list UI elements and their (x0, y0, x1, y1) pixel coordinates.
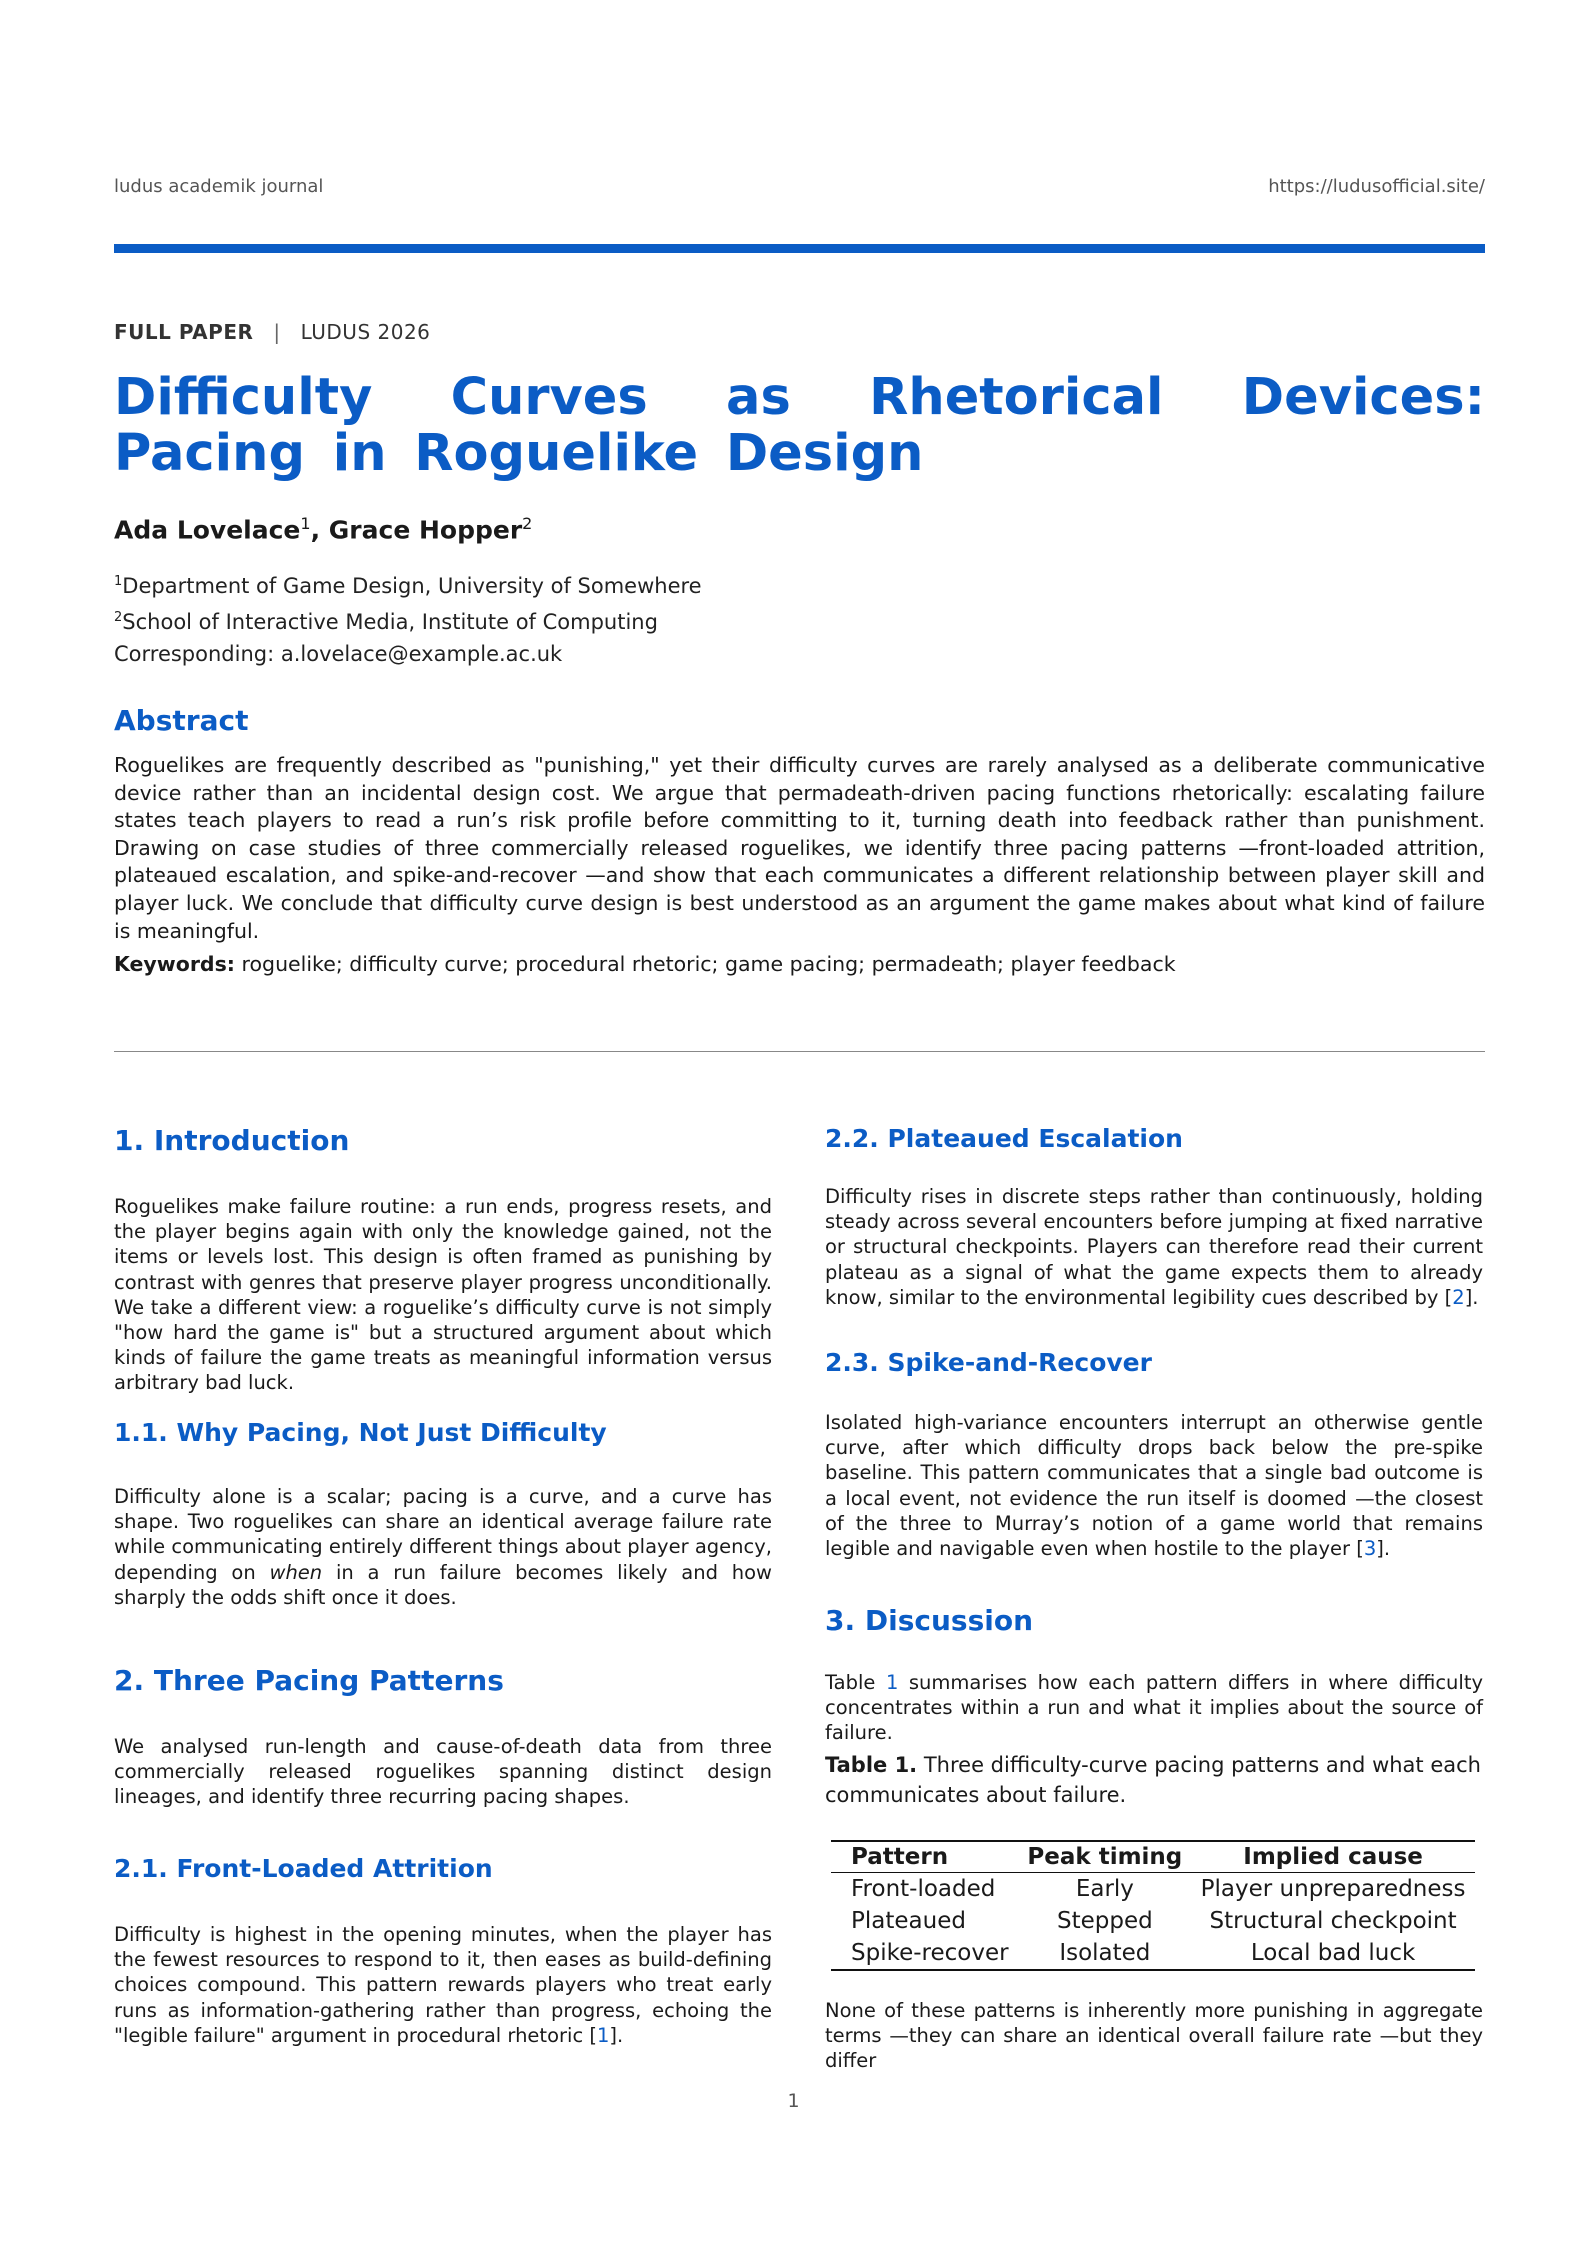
citation-link[interactable]: 1 (596, 2023, 610, 2047)
discussion-text: Table (825, 1671, 886, 1694)
paper-type-separator: | (273, 320, 281, 344)
keywords (114, 952, 1485, 976)
front-loaded-text: ]. (609, 2023, 624, 2047)
section-heading-why-pacing: 1.1. Why Pacing, Not Just Difficulty (114, 1418, 607, 1447)
abstract-body: Roguelikes are frequently described as "punishing," yet their difficulty curves are rarely analysed as a deliberate communicative device rather than an incidental design cost. We argue that permadeath-driven pacing functions rhetorically: escalating failure states teach players to read a run’s risk profile before committing to it, turning death into feedback rather than punishment. Drawing on case studies of three commercially released roguelikes, we identify three pacing patterns —front-loaded attrition, plateaued escalation, and spike-and-recover —and show that each communicates a different relationship between player skill and player luck. We conclude that difficulty curve design is best understood as an argument the game makes about what kind of failure is meaningful. (114, 753, 1485, 943)
author-name: Grace Hopper (328, 515, 523, 545)
header-rule (114, 244, 1485, 253)
pacing-patterns-table (831, 1840, 1475, 1971)
table-cell: Early (1075, 1876, 1134, 1902)
plateaued-body (825, 1184, 1483, 1310)
author-list: Ada Lovelace$^1$, Grace Hopper$^2$ (114, 514, 533, 545)
journal-name: ludus academik journal (114, 176, 324, 197)
table-row (831, 1905, 1475, 1937)
table-header-row (831, 1841, 1475, 1873)
journal-url[interactable]: https://ludusofficial.site/ (1268, 176, 1485, 197)
author-affiliation-mark: 2 (522, 514, 533, 533)
spike-recover-text: ]. (1376, 1537, 1391, 1561)
table-row (831, 1873, 1475, 1906)
table-cell: Structural checkpoint (1209, 1908, 1457, 1934)
front-loaded-text: Difficulty is highest in the opening minutes, when the player has the fewest resources to respond to it, then eases as build-defining choices compound. This pattern rewards players who treat early runs as information-gathering rather than progress, echoing the "legible failure" argument in procedural rhetoric [ (114, 1923, 772, 2047)
section-divider (114, 1051, 1485, 1052)
why-pacing-text: in a run failure becomes likely and how sharply the odds shift once it does. (114, 1560, 772, 1609)
section-heading-plateaued: 2.2. Plateaued Escalation (825, 1124, 1183, 1153)
plateaued-text: ]. (1464, 1285, 1479, 1309)
author-name: Ada Lovelace (114, 515, 301, 545)
spike-recover-body (825, 1410, 1483, 1561)
table-cell: Front-loaded (851, 1876, 996, 1902)
venue: LUDUS 2026 (300, 320, 431, 344)
introduction-body: Roguelikes make failure routine: a run ends, progress resets, and the player begins again with only the knowledge gained, not the items or levels lost. This design is often framed as punishing by contrast with genres that preserve player progress unconditionally. We take a different view: a roguelike’s difficulty curve is not simply "how hard the game is" but a structured argument about which kinds of failure the game treats as meaningful information versus arbitrary bad luck. (114, 1195, 772, 1395)
section-heading-introduction: 1. Introduction (114, 1124, 350, 1157)
section-heading-spike-recover: 2.3. Spike-and-Recover (825, 1348, 1152, 1377)
affiliation-number: 1 (114, 574, 123, 589)
paper-type: FULL PAPER (114, 320, 254, 344)
table-caption (825, 1750, 1483, 1810)
citation-link[interactable]: 3 (1363, 1537, 1377, 1561)
pacing-patterns-body: We analysed run-length and cause-of-death data from three commercially released roguelikes spanning distinct design lineages, and identify three recurring pacing shapes. (114, 1735, 772, 1809)
running-header (114, 176, 1485, 200)
affiliations (114, 566, 702, 670)
affiliation-text: School of Interactive Media, Institute of Computing (122, 610, 658, 634)
corresponding-author: Corresponding: a.lovelace@example.ac.uk (114, 642, 563, 666)
front-loaded-body (114, 1922, 772, 2048)
table-header-cell: Pattern (831, 1841, 1019, 1873)
table-cell: Stepped (1057, 1908, 1153, 1934)
spike-recover-text: Isolated high-variance encounters interrupt an otherwise gentle curve, after which difficulty drops back below the pre-spike baseline. This pattern communicates that a single bad outcome is a local event, not evidence the run itself is doomed —the closest of the three to Murray’s notion of a game world that remains legible and navigable even when hostile to the player [ (825, 1411, 1483, 1561)
affiliation-number: 2 (114, 610, 123, 625)
table-cell: Isolated (1019, 1937, 1192, 1970)
section-heading-discussion: 3. Discussion (825, 1604, 1034, 1637)
keywords-text: roguelike; difficulty curve; procedural rhetoric; game pacing; permadeath; player feedback (241, 952, 1176, 976)
affiliation (114, 602, 702, 638)
keywords-label: Keywords: (114, 952, 235, 976)
author-affiliation-mark: 1 (300, 514, 311, 533)
table-cell: Spike-recover (831, 1937, 1019, 1970)
table-header-cell: Implied cause (1191, 1841, 1475, 1873)
table-row (831, 1937, 1475, 1970)
why-pacing-body (114, 1484, 772, 1610)
table-reference-link[interactable]: 1 (885, 1671, 899, 1694)
paper-type-line (114, 320, 430, 344)
citation-link[interactable]: 2 (1452, 1285, 1465, 1309)
discussion-body (825, 1670, 1483, 1746)
table-caption-label: Table 1. (825, 1753, 918, 1777)
affiliation-text: Department of Game Design, University of Somewhere (122, 574, 702, 598)
table-cell: Local bad luck (1191, 1937, 1475, 1970)
table-caption-text: Three difficulty-curve pacing patterns and what each communicates about failure. (825, 1753, 1481, 1807)
affiliation (114, 566, 702, 602)
abstract-heading: Abstract (114, 704, 249, 737)
table-header-cell: Peak timing (1019, 1841, 1192, 1873)
table-cell: Plateaued (851, 1908, 966, 1934)
paper-title: Difficulty Curves as Rhetorical Devices: Pacing in Roguelike Design (114, 368, 1485, 483)
discussion-text: summarises how each pattern differs in where difficulty concentrates within a run and what it implies about the source of failure. (825, 1671, 1484, 1745)
page-number: 1 (787, 2090, 800, 2112)
table-cell: Player unpreparedness (1200, 1876, 1466, 1902)
why-pacing-emphasis: when (269, 1560, 323, 1584)
plateaued-text: Difficulty rises in discrete steps rather than continuously, holding steady across several encounters before jumping at fixed narrative or structural checkpoints. Players can therefore read their current plateau as a signal of what the game expects them to already know, similar to the environmental legibility cues described by [ (825, 1185, 1483, 1309)
discussion-continued-body: None of these patterns is inherently more punishing in aggregate terms —they can share an identical overall failure rate —but they differ (825, 1999, 1483, 2073)
why-pacing-text: Difficulty alone is a scalar; pacing is a curve, and a curve has shape. Two roguelikes can share an identical average failure rate while communicating entirely different things about player agency, depending on (114, 1485, 772, 1584)
section-heading-front-loaded: 2.1. Front-Loaded Attrition (114, 1854, 493, 1883)
section-heading-pacing-patterns: 2. Three Pacing Patterns (114, 1664, 504, 1697)
